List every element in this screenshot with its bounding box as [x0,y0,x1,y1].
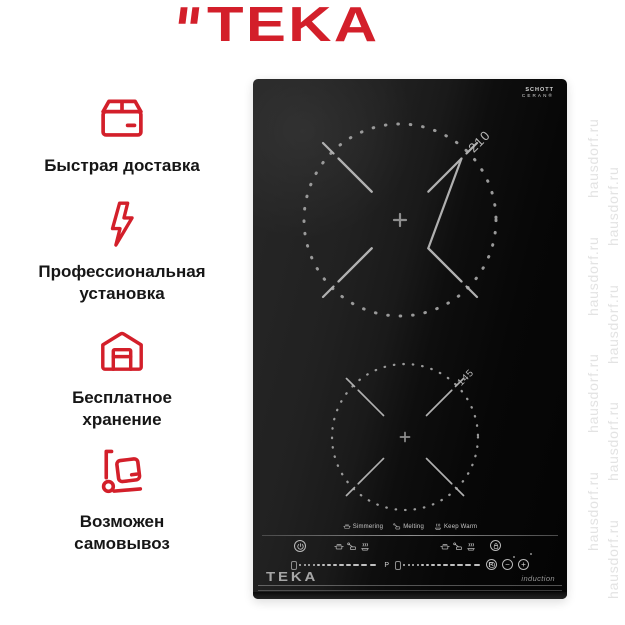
timer-clock-icon [488,561,496,569]
zone-diameter-label: 145 [455,367,477,389]
timer-minus-button: − [502,559,513,570]
function-keep-warm [434,523,477,530]
benefit-label: Бесплатное хранение [72,388,172,429]
simmering-pot-icon [440,542,450,551]
indicator-dot [530,553,532,555]
glass-brand-label [522,87,554,98]
glass-brand-line1: SCHOTT [525,87,554,93]
benefit-label: Возможен самовывоз [74,512,170,553]
teka-quote-mark-icon [178,6,202,25]
hand-truck-icon [94,448,151,498]
lock-icon [492,542,500,550]
keep-warm-steam-icon [466,542,476,551]
hob-brand-logo: TEKA [266,569,319,584]
function-simmering [343,523,383,530]
cooking-zone-small [329,361,481,513]
lock-button [490,540,501,551]
cooking-zone-large [300,120,500,320]
power-button [294,540,306,552]
package-box-icon [96,94,148,142]
induction-hob [253,79,567,599]
timer-button [486,559,497,570]
lightning-bolt-icon [106,201,139,248]
benefit-label: Быстрая доставка [44,156,200,175]
melting-spoon-icon [393,523,401,530]
benefit-fast-delivery [22,94,222,177]
keep-warm-steam-icon [434,523,442,530]
function-melting [393,523,424,530]
melting-spoon-icon [453,542,463,551]
hob-bottom-bezel [253,592,567,599]
benefit-free-storage [22,329,222,431]
watermark-column: hausdorf.ruhausdorf.ruhausdorf.ruhausdorf.ru [585,118,601,551]
induction-type-label: induction [521,574,555,583]
slider-dots [403,564,486,567]
function-label: Keep Warm [443,523,478,530]
melting-spoon-icon [347,542,357,551]
simmering-pot-icon [334,542,344,551]
benefit-self-pickup [22,448,222,555]
indicator-dot [513,556,515,558]
zone2-power-display [395,561,401,570]
function-label: Melting [403,523,424,530]
panel-divider [262,535,558,536]
function-legend [253,523,567,530]
zone-diameter-label: 210 [465,127,494,156]
glass-edge-line [258,585,562,591]
function-label: Simmering [352,523,384,530]
simmering-pot-icon [343,523,351,530]
timer-plus-button: + [518,559,529,570]
slider-max-label: P [488,561,493,569]
warehouse-icon [98,329,146,374]
zone2-power-slider [395,559,493,571]
glass-brand-line2: CERAN® [521,93,554,98]
benefit-professional-installation [22,201,222,305]
slider-max-label: P [384,561,389,569]
zone1-function-buttons [334,540,370,552]
zone2-function-buttons [440,540,476,552]
keep-warm-steam-icon [360,542,370,551]
power-icon [296,542,305,551]
brand-logo [178,0,380,54]
slider-dots [299,564,382,567]
benefit-label: Профессиональная установка [38,262,206,303]
brand-logo-text: TEKA [207,0,380,52]
watermark-column: hausdorf.ruhausdorf.ruhausdorf.ruhausdorf.ru [605,166,621,599]
